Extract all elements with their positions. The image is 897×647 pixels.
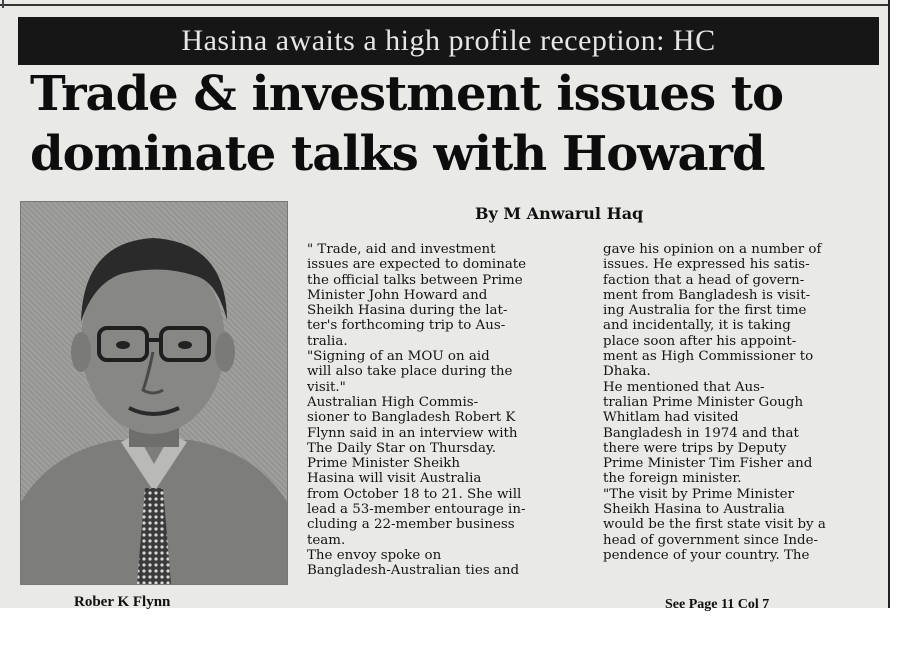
column-2-line: He mentioned that Aus- bbox=[603, 379, 765, 395]
column-2-line: Bangladesh in 1974 and that bbox=[603, 425, 799, 441]
top-rule bbox=[0, 4, 888, 6]
column-2-line: ing Australia for the first time bbox=[603, 303, 807, 319]
column-2-line: tralian Prime Minister Gough bbox=[603, 394, 804, 410]
column-1-line: Flynn said in an interview with bbox=[307, 425, 518, 441]
column-1-line: will also take place during the bbox=[307, 364, 513, 380]
article-column-1 bbox=[307, 242, 575, 579]
column-1-line: from October 18 to 21. She will bbox=[307, 486, 522, 502]
column-2-line: ment as High Commissioner to bbox=[603, 349, 814, 365]
column-2-line: place soon after his appoint- bbox=[603, 333, 797, 349]
column-2-line: Prime Minister Tim Fisher and bbox=[603, 456, 813, 472]
continuation-jump-line: See Page 11 Col 7 bbox=[665, 597, 770, 612]
column-2-line: would be the first state visit by a bbox=[603, 517, 826, 533]
column-1-line: Prime Minister Sheikh bbox=[307, 456, 461, 472]
column-2-line: issues. He expressed his satis- bbox=[603, 257, 810, 273]
byline: By M Anwarul Haq bbox=[475, 204, 644, 223]
column-2-line: Sheikh Hasina to Australia bbox=[603, 502, 785, 518]
kicker-banner bbox=[18, 17, 879, 65]
column-2-line: Dhaka. bbox=[603, 364, 651, 380]
column-1-line: tralia. bbox=[307, 333, 348, 349]
column-2-line: ment from Bangladesh is visit- bbox=[603, 287, 811, 303]
column-1-line: cluding a 22-member business bbox=[307, 517, 515, 533]
column-2-line: head of government since Inde- bbox=[603, 532, 819, 548]
top-edge-mark bbox=[2, 0, 4, 8]
column-2-line: and incidentally, it is taking bbox=[603, 318, 791, 334]
headline-line-1: Trade & investment issues to bbox=[30, 66, 783, 122]
column-2-line: pendence of your country. The bbox=[603, 547, 810, 563]
portrait-photo bbox=[20, 201, 288, 585]
column-1-line: issues are expected to dominate bbox=[307, 257, 527, 273]
column-1-line: sioner to Bangladesh Robert K bbox=[307, 410, 516, 426]
column-1-line: team. bbox=[307, 532, 346, 548]
column-1-line: Sheikh Hasina during the lat- bbox=[307, 303, 508, 319]
column-2-line: "The visit by Prime Minister bbox=[603, 486, 794, 502]
column-1-line: The envoy spoke on bbox=[307, 547, 442, 563]
photo-caption: Rober K Flynn bbox=[74, 594, 171, 610]
headline bbox=[30, 64, 870, 184]
column-1-line: Bangladesh-Australian ties and bbox=[307, 563, 520, 579]
column-2-line: Whitlam had visited bbox=[603, 410, 739, 426]
column-1-line: the official talks between Prime bbox=[307, 272, 523, 288]
column-2-line: faction that a head of govern- bbox=[603, 272, 805, 288]
headline-line-2: dominate talks with Howard bbox=[30, 126, 765, 182]
portrait-illustration bbox=[21, 202, 287, 584]
column-1-line: " Trade, aid and investment bbox=[307, 242, 496, 257]
column-1-line: lead a 53-member entourage in- bbox=[307, 502, 526, 518]
column-2-line: gave his opinion on a number of bbox=[603, 242, 822, 257]
column-1-line: ter's forthcoming trip to Aus- bbox=[307, 318, 506, 334]
column-1-line: Australian High Commis- bbox=[307, 394, 479, 410]
column-1-line: "Signing of an MOU on aid bbox=[307, 349, 490, 365]
kicker-text: Hasina awaits a high profile reception: HC bbox=[181, 24, 716, 57]
column-1-line: Hasina will visit Australia bbox=[307, 471, 482, 487]
column-2-line: there were trips by Deputy bbox=[603, 440, 787, 456]
column-1-line: Minister John Howard and bbox=[307, 287, 488, 303]
column-1-line: The Daily Star on Thursday. bbox=[307, 440, 497, 456]
column-1-line: visit." bbox=[307, 379, 346, 395]
column-2-line: the foreign minister. bbox=[603, 471, 742, 487]
article-column-2 bbox=[603, 242, 871, 563]
